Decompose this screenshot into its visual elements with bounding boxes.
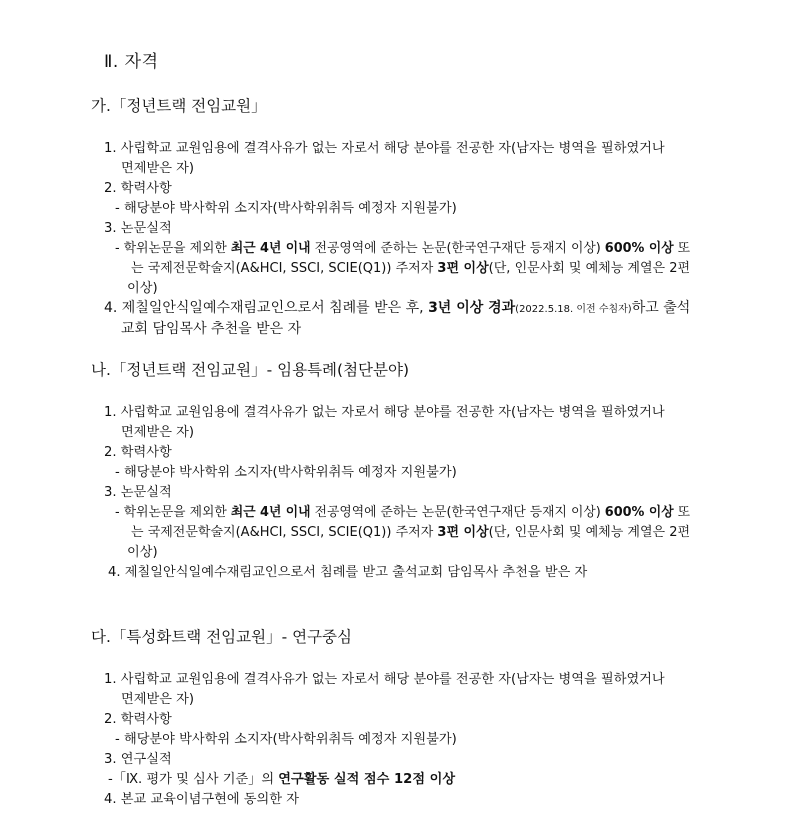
ga-item3-line3: 이상) (127, 281, 158, 296)
ga-item2: 2. 학력사항 (104, 181, 172, 196)
ga-item2-sub: - 해당분야 박사학위 소지자(박사학위취득 예정자 지원불가) (115, 201, 457, 216)
da-item1-line2: 면제받은 자) (121, 692, 195, 707)
da-item4: 4. 본교 교육이념구현에 동의한 자 (104, 792, 299, 807)
ga-item1-line2: 면제받은 자) (121, 161, 195, 176)
da-item2-sub: - 해당분야 박사학위 소지자(박사학위취득 예정자 지원불가) (115, 732, 457, 747)
da-item3: 3. 연구실적 (104, 752, 172, 767)
ga-item4-line1: 4. 제칠일안식일예수재림교인으로서 침례를 받은 후, 3년 이상 경과(2022.5.18. 이전 수침자)하고 출석 (104, 300, 691, 316)
na-item1-line2: 면제받은 자) (121, 425, 195, 440)
subsection-title-na: 나.「정년트랙 전임교원」- 임용특례(첨단분야) (91, 361, 410, 379)
ga-item1-line1: 1. 사립학교 교원임용에 결격사유가 없는 자로서 해당 분야를 전공한 자(남자는 병역을 필하였거나 (104, 141, 665, 156)
na-item1-line1: 1. 사립학교 교원임용에 결격사유가 없는 자로서 해당 분야를 전공한 자(남자는 병역을 필하였거나 (104, 405, 665, 420)
na-item2-sub: - 해당분야 박사학위 소지자(박사학위취득 예정자 지원불가) (115, 465, 457, 480)
da-item3-sub: -「Ⅸ. 평가 및 심사 기준」의 연구활동 실적 점수 12점 이상 (108, 772, 456, 787)
section-heading: Ⅱ. 자격 (104, 52, 159, 72)
na-item4: 4. 제칠일안식일예수재림교인으로서 침례를 받고 출석교회 담임목사 추천을 받은 자 (108, 565, 588, 580)
na-item3-line1: - 학위논문을 제외한 최근 4년 이내 전공영역에 준하는 논문(한국연구재단 등재지 이상) 600% 이상 또 (115, 505, 691, 520)
da-item2: 2. 학력사항 (104, 712, 172, 727)
subsection-title-da: 다.「특성화트랙 전임교원」- 연구중심 (91, 628, 352, 646)
ga-item3-line2: 는 국제전문학술지(A&HCI, SSCI, SCIE(Q1)) 주저자 3편 이상(단, 인문사회 및 예체능 계열은 2편 (131, 261, 691, 276)
na-item2: 2. 학력사항 (104, 445, 172, 460)
na-item3: 3. 논문실적 (104, 485, 172, 500)
ga-item4-line2: 교회 담임목사 추천을 받은 자 (121, 321, 302, 337)
na-item3-line2: 는 국제전문학술지(A&HCI, SSCI, SCIE(Q1)) 주저자 3편 이상(단, 인문사회 및 예체능 계열은 2편 (131, 525, 691, 540)
ga-item3: 3. 논문실적 (104, 221, 172, 236)
na-item3-line3: 이상) (127, 545, 158, 560)
ga-item3-line1: - 학위논문을 제외한 최근 4년 이내 전공영역에 준하는 논문(한국연구재단 등재지 이상) 600% 이상 또 (115, 241, 691, 256)
subsection-title-ga: 가.「정년트랙 전임교원」 (91, 97, 267, 115)
da-item1-line1: 1. 사립학교 교원임용에 결격사유가 없는 자로서 해당 분야를 전공한 자(남자는 병역을 필하였거나 (104, 672, 665, 687)
